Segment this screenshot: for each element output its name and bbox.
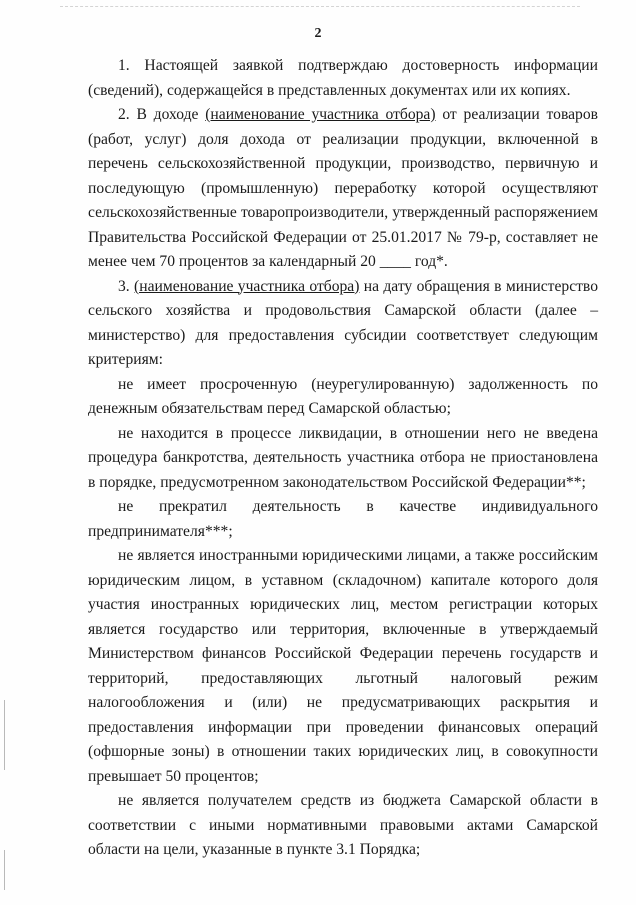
paragraph-2-text: от реализации товаров (работ, услуг) доля дохода от реализации продукции, включенной в перечень сельскохозяйственной продукции, производство, первичную и последующую (промышленную) переработку которой осуществляют сельскохозяйственные товаропроизводители, утвержденный распоряжением Правительства Российской Федерации от 25.01.2017 № 79-р, составляет не менее чем 70 процентов за календарный 20 ____ год*. <box>88 106 598 270</box>
paragraph-2 <box>88 103 598 275</box>
page-number: 2 <box>314 26 322 41</box>
paragraph-3-text: на дату обращения в министерство сельского хозяйства и продовольствия Самарской области (далее – министерство) для предоставления субсидии соответствует следующим критериям: <box>88 277 598 368</box>
criterion-debt: не имеет просроченную (неурегулированную) задолженность по денежным обязательствам перед Самарской областью; <box>88 375 598 417</box>
scan-top-edge <box>60 6 580 8</box>
criterion-liquidation: не находится в процессе ликвидации, в отношении него не введена процедура банкротства, деятельность участника отбора не приостановлена в порядке, предусмотренном законодательством Российской Федерации**; <box>88 424 598 491</box>
criterion-budget-recipient: не является получателем средств из бюджета Самарской области в соответствии с иными нормативными правовыми актами Самарской области на цели, указанные в пункте 3.1 Порядка; <box>88 792 598 858</box>
scan-margin-mark <box>4 850 5 890</box>
paragraph-2-prefix: 2. В доходе <box>118 106 206 123</box>
participant-name-placeholder: (наименование участника отбора) <box>205 106 436 123</box>
paragraph-3 <box>88 275 598 373</box>
document-body <box>88 54 598 863</box>
participant-name-placeholder: (наименование участника отбора) <box>134 277 360 295</box>
scan-margin-mark <box>4 700 5 770</box>
paragraph-1: 1. Настоящей заявкой подтверждаю достоверность информации (сведений), содержащейся в представленных документах или их копиях. <box>88 57 598 99</box>
paragraph-3-prefix: 3. <box>118 277 135 295</box>
criterion-foreign-entity: не является иностранными юридическими лицами, а также российским юридическим лицом, в уставном (складочном) капитале которого доля участия иностранных юридических лиц, местом регистрации которых является государство или территория, включенные в утверждаемый Министерством финансов Российской Федерации перечень государств и территорий, предоставляющих льготный налоговый режим налогообложения и (или) не предусматривающих раскрытия и предоставления информации при проведении финансовых операций (офшорные зоны) в отношении таких юридических лиц, в совокупности превышает 50 процентов; <box>88 547 598 785</box>
criterion-entrepreneur: не прекратил деятельность в качестве индивидуального предпринимателя***; <box>88 498 598 540</box>
